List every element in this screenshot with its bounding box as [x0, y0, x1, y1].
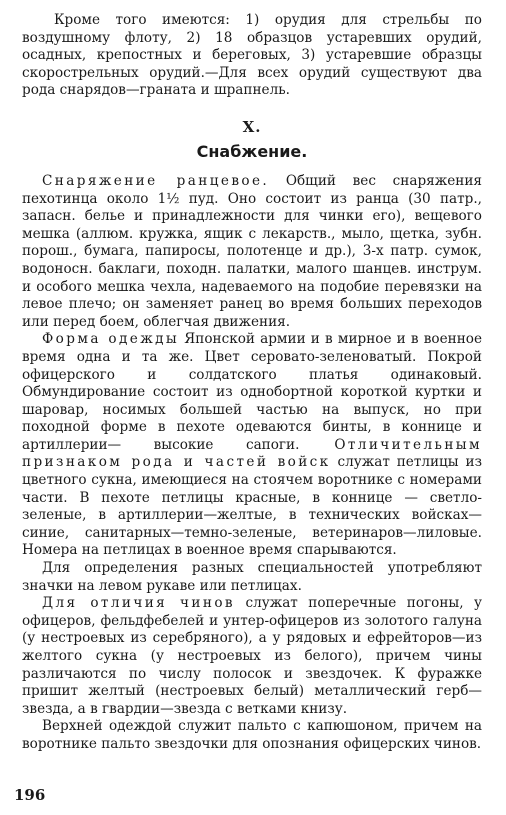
- section-number: X.: [242, 117, 262, 136]
- paragraph-ranks: [22, 595, 482, 718]
- text-uniform: Японской армии и в мирное и в военное время одна и та же. Цвет серовато-зеленоватый. Покрой офицерского и солдатского платья одинаковый. Обмундирование состоит из однобортной короткой куртки и шаровар, носимых большей частью на выпуск, но при походной форме в пехоте одеваются бинты, в коннице и артиллерии— высокие сапоги.: [22, 331, 482, 453]
- paragraph-equipment: [22, 173, 482, 331]
- text-ranks: служат поперечные погоны, у офицеров, фельдфебелей и унтер-офицеров из золотого галуна (у нестроевых из серебряного), а у рядовых и ефрейторов—из желтого сукна (у нестроевых из белого), причем чины различаются по числу полосок и звездочек. К фуражке пришит желтый (нестроевых белый) металлический герб—звезда, а в гвардии—звезда с ветками книзу.: [22, 595, 482, 717]
- paragraph-uniform: [22, 331, 482, 560]
- lead-distinctive-signs: Отличительным признаком рода и частей войск: [22, 436, 482, 471]
- section-title: Снабжение.: [196, 141, 308, 161]
- top-paragraph: Кроме того имеются: 1) орудия для стрельбы по воздушному флоту, 2) 18 образцов устаревших орудий, осадных, крепостных и береговых, 3) устаревшие образцы скорострельных орудий.—Для всех орудий существуют два рода снарядов—граната и шрапнель.: [22, 12, 482, 99]
- lead-equipment: Снаряжение ранцевое.: [42, 172, 270, 189]
- paragraph-overcoat: Верхней одеждой служит пальто с капюшоном, причем на воротнике пальто звездочки для опознания офицерских чинов.: [22, 718, 482, 752]
- lead-uniform: Форма одежды: [42, 331, 180, 348]
- text-distinctive-signs: служат петлицы из цветного сукна, имеющиеся на стоячем воротнике с номерами части. В пехоте петлицы красные, в коннице — светло-зеленые, в артиллерии—желтые, в технических войсках—синие, санитарных—темно-зеленые, ветеринаров—лиловые. Номера на петлицах в военное время спарываются.: [22, 454, 482, 559]
- text-equipment: Общий вес снаряжения пехотинца около 1½ пуд. Оно состоит из ранца (30 патр., запасн. белье и принадлежности для чинки его), вещевого мешка (аллюм. кружка, ящик с лекарств., мыло, щетка, зубн. порош., бумага, папиросы, полотенце и др.), 3-х патр. сумок, водоносн. баклаги, походн. палатки, малого шанцев. инструм. и особого мешка чехла, надеваемого на подобие перевязки на левое плечо; он заменяет ранец во время больших переходов или перед боем, облегчая движения.: [22, 172, 482, 330]
- paragraph-specialties: Для определения разных специальностей употребляют значки на левом рукаве или петлицах.: [22, 560, 482, 594]
- page-number: 196: [14, 786, 46, 804]
- lead-ranks: Для отличия чинов: [42, 595, 235, 612]
